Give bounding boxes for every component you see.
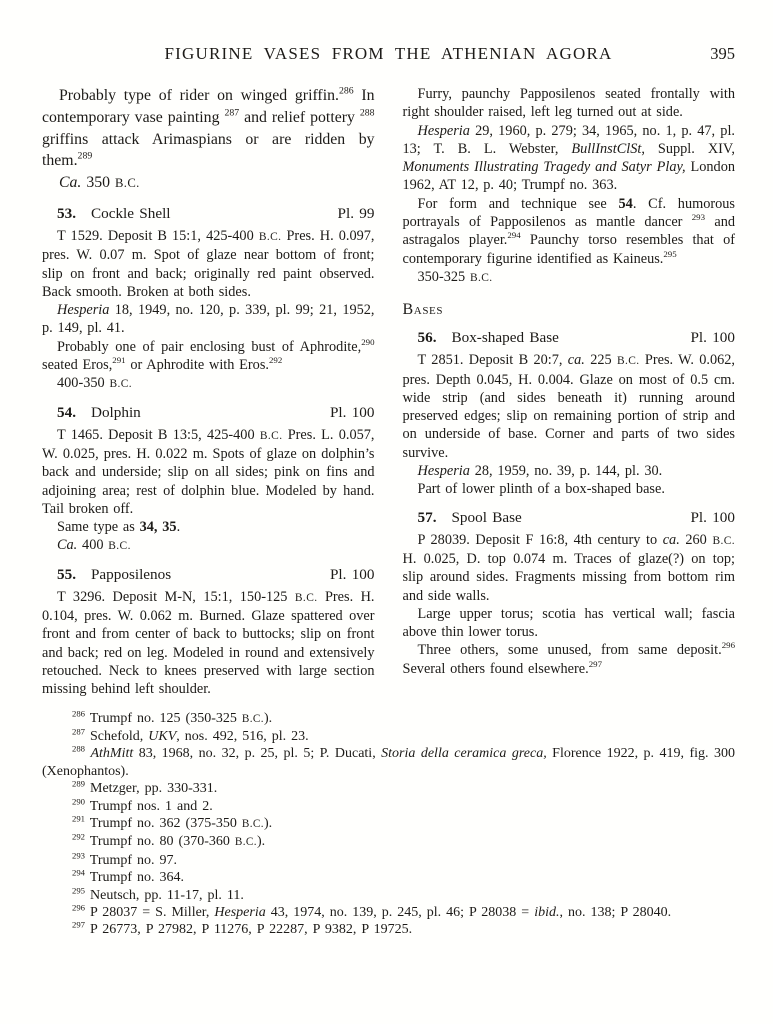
footnote-ref: 293 [691,212,706,223]
text-run: Paunchy torso resembles that of contemporary figurine identified as Kaineus. [402,232,735,267]
text-run: BullInstClSt [571,140,642,157]
text-run: ibid. [534,904,560,920]
catalog-entry-number: 53. [57,204,76,222]
text-run: , Suppl. XIV, [641,140,735,157]
text-run: B.C. [234,836,257,849]
footnote-ref: 292 [268,355,283,366]
text-run: Probably one of pair enclosing bust of Aphrodite, [57,338,362,355]
catalog-entry-header [403,508,736,527]
footnote-ref: 294 [507,230,521,241]
text-run: Pres. L. 0.057, W. 0.025, pres. H. 0.022 m. Spots of glaze on dolphin’s back and underside; slip on all sides; pink on fins and adjoining area; rest of dolphin blue. Modeled by hand. Tail broken off. [42,426,375,517]
text-run: griffins attack Arimaspians or are ridden by them. [42,130,375,170]
text-run: 18, 1949, no. 120, p. 339, pl. 99; 21, 1952, p. 149, pl. 41. [42,302,375,337]
plate-reference: Pl. 100 [329,565,375,583]
footnote [42,833,735,851]
plate-reference: Pl. 100 [329,403,375,421]
catalog-entry-number: 54. [57,403,76,421]
text-run: Furry, paunchy Papposilenos seated frontally with right shoulder raised, left leg turned out at side. [402,86,735,121]
paragraph [42,227,375,301]
paragraph [403,462,736,480]
catalog-entry-label [57,565,171,584]
plate-reference: Pl. 100 [690,329,735,347]
text-run: T 2851. Deposit B 20:7, [417,352,568,369]
paragraph [403,641,736,678]
catalog-entry-number: 56. [417,329,437,347]
footnote-number: 288 [72,743,86,754]
right-column [403,85,736,699]
footnote [42,707,735,728]
text-run: , nos. 492, 516, pl. 23. [176,728,309,744]
plate-reference: Pl. 99 [337,204,375,222]
text-run: Probably type of rider on winged griffin. [59,87,339,104]
catalog-entry-label [57,403,141,422]
footnote-ref: 286 [338,85,354,97]
text-run: B.C. [712,534,736,547]
paragraph [403,480,736,498]
text-run: B.C. [469,271,493,284]
left-column [42,85,375,699]
paragraph [42,426,375,518]
text-run: 225 [584,352,617,369]
paragraph [403,195,736,268]
text-run: For form and technique see [417,195,619,212]
footnote [42,904,735,921]
text-run: 28, 1959, no. 39, p. 144, pl. 30. [469,463,663,480]
paragraph [403,85,736,122]
footnote [42,884,735,904]
text-run: 29, 1960, p. 279; 34, 1965, no. 1, p. 47, pl. 13; T. B. L. Webster, [402,122,735,157]
text-run: Trumpf no. 125 (350-325 [89,710,242,726]
paragraph [42,301,375,338]
text-run: Part of lower plinth of a box-shaped base. [417,481,665,498]
two-column-text-block [42,85,735,699]
paragraph [42,536,375,555]
text-run: In contemporary vase painting [42,87,375,126]
footnote [42,921,735,938]
catalog-entry-title: Cockle Shell [90,204,171,222]
text-run: 350 [81,174,115,192]
text-run: ). [257,834,266,850]
paragraph [403,605,736,642]
footnote [42,795,735,815]
footnote-number: 295 [72,884,86,895]
text-run: or Aphrodite with Eros. [125,357,269,374]
text-run: Schefold, [90,728,149,744]
footnote [42,852,735,869]
footnotes-section [42,707,735,939]
text-run: 350-325 [417,268,470,285]
text-run: H. 0.025, D. top 0.074 m. Traces of glaze(?) on top; slip around sides. Fragments missing from bottom rim and side walls. [402,550,735,604]
footnote-ref: 291 [112,355,126,366]
footnote-ref: 296 [721,640,735,651]
footnote-number: 287 [72,726,86,737]
text-run: B.C. [616,355,640,368]
text-run: Florence 1922, p. 419, fig. 300 (Xenophantos). [42,746,735,779]
text-run: Three others, some unused, from same deposit. [417,642,722,659]
text-run: Hesperia [417,463,470,480]
footnote [42,728,735,745]
footnote-number: 297 [72,919,86,930]
text-run: , no. 138; P 28040. [559,904,672,920]
paragraph [42,374,375,393]
page-number: 395 [710,44,735,63]
text-run: B.C. [108,540,131,553]
footnote [42,745,735,780]
text-run: Trumpf no. 97. [89,852,178,868]
text-run: ca. [662,531,680,548]
text-run: Trumpf no. 364. [89,870,185,886]
text-run: B.C. [241,817,264,830]
catalog-entry-header [42,403,375,422]
footnote-number: 286 [72,707,86,718]
catalog-entry-label [418,508,522,527]
paragraph [403,122,736,195]
catalog-entry-header [403,328,736,347]
paragraph [42,338,375,375]
paragraph [42,172,375,195]
text-run: Trumpf no. 362 (375-350 [89,815,242,831]
text-run: P 26773, P 27982, P 11276, P 22287, P 9382, P 19725. [90,922,413,938]
text-run: P 28039. Deposit F 16:8, 4th century to [417,531,663,548]
catalog-entry-header [42,565,375,584]
paragraph [403,351,736,462]
text-run: Large upper torus; scotia has vertical wall; fascia above thin lower torus. [402,605,735,641]
catalog-entry-label [57,204,171,223]
text-run: T 1465. Deposit B 13:5, 425-400 [57,426,260,443]
catalog-entry-number: 57. [417,508,437,526]
text-run: P 28037 = S. Miller, [90,904,215,920]
text-run: 54 [618,195,633,212]
text-run: seated Eros, [42,357,113,374]
text-run: Trumpf nos. 1 and 2. [89,798,213,814]
text-run: 43, 1974, no. 139, p. 245, pl. 46; P 28038 = [265,904,535,920]
footnote-ref: 289 [77,151,93,163]
catalog-entry-number: 55. [57,565,76,583]
section-heading: Bases [402,301,444,319]
catalog-entry-header [42,204,375,223]
paragraph [403,531,736,605]
text-run: B.C. [258,230,282,243]
paragraph [42,518,375,536]
text-run: Storia della ceramica greca, [381,746,547,762]
text-run: 34, 35 [139,519,177,536]
text-run: 260 [679,531,713,548]
text-run: Ca. [59,174,82,192]
running-head [42,44,735,65]
text-run: and astragalos player. [402,214,735,249]
catalog-entry-label [418,328,559,347]
text-run: UKV [148,728,177,744]
text-run: 400-350 [57,375,110,392]
catalog-entry-title: Papposilenos [90,565,172,583]
text-run: London 1962, AT 12, p. 40; Trumpf no. 363. [402,159,735,194]
text-run: . Cf. humorous portrayals of Papposilenos as mantle dancer [402,195,735,231]
text-run: Neutsch, pp. 11-17, pl. 11. [90,887,244,903]
footnote-ref: 295 [663,248,677,259]
footnote-number: 291 [72,813,86,824]
text-run: 83, 1968, no. 32, p. 25, pl. 5; P. Ducati, [133,746,382,762]
footnote [42,815,735,833]
paragraph [42,85,375,172]
text-run: B.C. [109,378,133,391]
footnote [42,780,735,797]
text-run: Hesperia [417,122,470,139]
footnote-number: 296 [72,902,86,913]
text-run: Hesperia [57,302,110,319]
catalog-entry-title: Box-shaped Base [451,329,559,347]
text-run: B.C. [114,176,140,191]
text-run: Metzger, pp. 330-331. [90,781,218,797]
text-run: Pres. H. 0.104, pres. W. 0.062 m. Burned. Glaze spattered over front and from center of back to buttocks; slip on front and back; red on leg. Modeled in round and extensively retouched. Neck to knees preserved with large section missing behind left shoulder. [42,588,375,698]
plate-reference: Pl. 100 [690,508,735,526]
text-run: Same type as [57,519,140,536]
footnote-ref: 287 [224,107,240,119]
text-run: ca. [567,352,585,369]
page-title: FIGURINE VASES FROM THE ATHENIAN AGORA [164,44,613,63]
footnote [42,869,735,886]
text-run: Monuments Illustrating Tragedy and Satyr Play, [402,159,686,176]
text-run: Ca. [57,537,78,554]
text-run: B.C. [241,712,264,725]
text-run: T 3296. Deposit M-N, 15:1, 150-125 [57,588,295,605]
paragraph [403,268,736,287]
catalog-entry-title: Dolphin [90,403,141,421]
text-run: Pres. H. 0.097, pres. W. 0.07 m. Spot of glaze near bottom of front; slip on front and back; originally red paint observed. Back smooth. Broken at both sides. [42,227,375,300]
text-run: ). [264,710,273,726]
text-run: AthMitt [90,746,134,762]
footnote-number: 290 [72,795,86,806]
footnote-number: 294 [72,867,86,878]
footnote-number: 292 [72,831,86,842]
text-run: B.C. [294,591,318,604]
catalog-entry-title: Spool Base [451,508,522,526]
text-run: 400 [77,537,109,554]
paragraph [42,588,375,699]
text-run: ). [264,815,273,831]
text-run: Pres. W. 0.062, pres. Depth 0.045, H. 0.004. Glaze on most of 0.5 cm. wide strip (and sides beneath it) running around preserved edges; slip on remaining portion of strip and on underside of base. Corner and parts of two sides survive. [402,352,735,461]
footnote-ref: 297 [588,658,603,669]
footnote-number: 289 [72,778,86,789]
footnote-ref: 290 [361,337,375,347]
text-run: Trumpf no. 80 (370-360 [89,834,235,850]
footnote-ref: 288 [359,107,375,119]
text-run: T 1529. Deposit B 15:1, 425-400 [57,227,259,244]
text-run: Hesperia [214,904,266,920]
text-run: . [176,519,181,536]
text-run: and relief pottery [239,108,360,126]
footnote-number: 293 [72,850,86,861]
text-run: Several others found elsewhere. [402,660,589,677]
text-run: B.C. [259,429,283,442]
